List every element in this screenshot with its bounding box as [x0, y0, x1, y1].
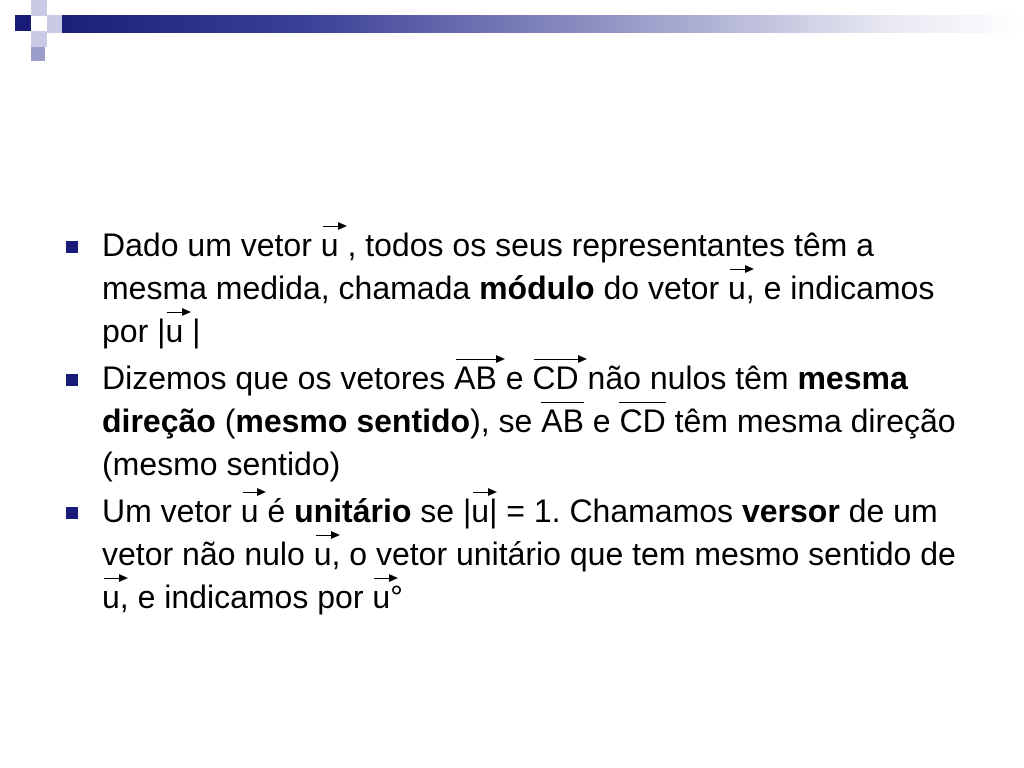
- header-gradient-bar: [62, 15, 1024, 33]
- term-modulo: módulo: [479, 270, 595, 306]
- degree-symbol: °: [390, 579, 403, 615]
- text: |: [183, 313, 201, 349]
- vector-cd: CD: [532, 357, 578, 400]
- bullet-versor: [62, 490, 982, 619]
- text: é: [258, 493, 295, 529]
- term-mesmo-sentido: mesmo sentido: [235, 403, 471, 439]
- text: , e indicamos por: [119, 579, 373, 615]
- text: Dado um vetor: [102, 227, 321, 263]
- vector-u: u: [165, 310, 183, 353]
- vector-u: u: [314, 533, 332, 576]
- decor-square: [47, 15, 62, 33]
- text: | = 1. Chamamos: [489, 493, 742, 529]
- text: Dizemos que os vetores: [102, 360, 455, 396]
- slide-body: [62, 224, 982, 623]
- bullet-modulo: [62, 224, 982, 353]
- vector-u: u: [471, 490, 489, 533]
- bullet-direcao: [62, 357, 982, 486]
- decor-square: [31, 0, 47, 16]
- vector-u-versor: u: [372, 576, 390, 619]
- text: de um vetor não nulo: [102, 493, 938, 572]
- decor-square: [15, 15, 31, 31]
- term-mesma-direcao: mesma direção: [102, 360, 908, 439]
- segment-cd: CD: [619, 400, 665, 443]
- vector-u: u: [102, 576, 120, 619]
- text: , todos os seus representantes têm a mesma medida, chamada: [102, 227, 874, 306]
- text: e: [583, 403, 620, 439]
- text: , e indicamos por |: [102, 270, 935, 349]
- text: têm mesma direção (mesmo sentido): [102, 403, 956, 482]
- term-versor: versor: [741, 493, 840, 529]
- vector-u: u: [321, 224, 339, 267]
- text: (: [215, 403, 236, 439]
- slide-header-decoration: [0, 0, 1024, 48]
- square-bullet-icon: [66, 241, 78, 253]
- segment-ab: AB: [541, 400, 584, 443]
- square-bullet-icon: [66, 507, 78, 519]
- text: , o vetor unitário que tem mesmo sentido de: [331, 536, 956, 572]
- decor-square: [31, 31, 47, 47]
- text: do vetor: [594, 270, 728, 306]
- term-unitario: unitário: [294, 493, 412, 529]
- text: se |: [411, 493, 472, 529]
- vector-u: u: [241, 490, 259, 533]
- vector-ab: AB: [454, 357, 497, 400]
- square-bullet-icon: [66, 374, 78, 386]
- text: e: [496, 360, 533, 396]
- text: ), se: [470, 403, 542, 439]
- decor-square: [31, 47, 45, 61]
- text: não nulos têm: [578, 360, 798, 396]
- text: Um vetor: [102, 493, 241, 529]
- vector-u: u: [728, 267, 746, 310]
